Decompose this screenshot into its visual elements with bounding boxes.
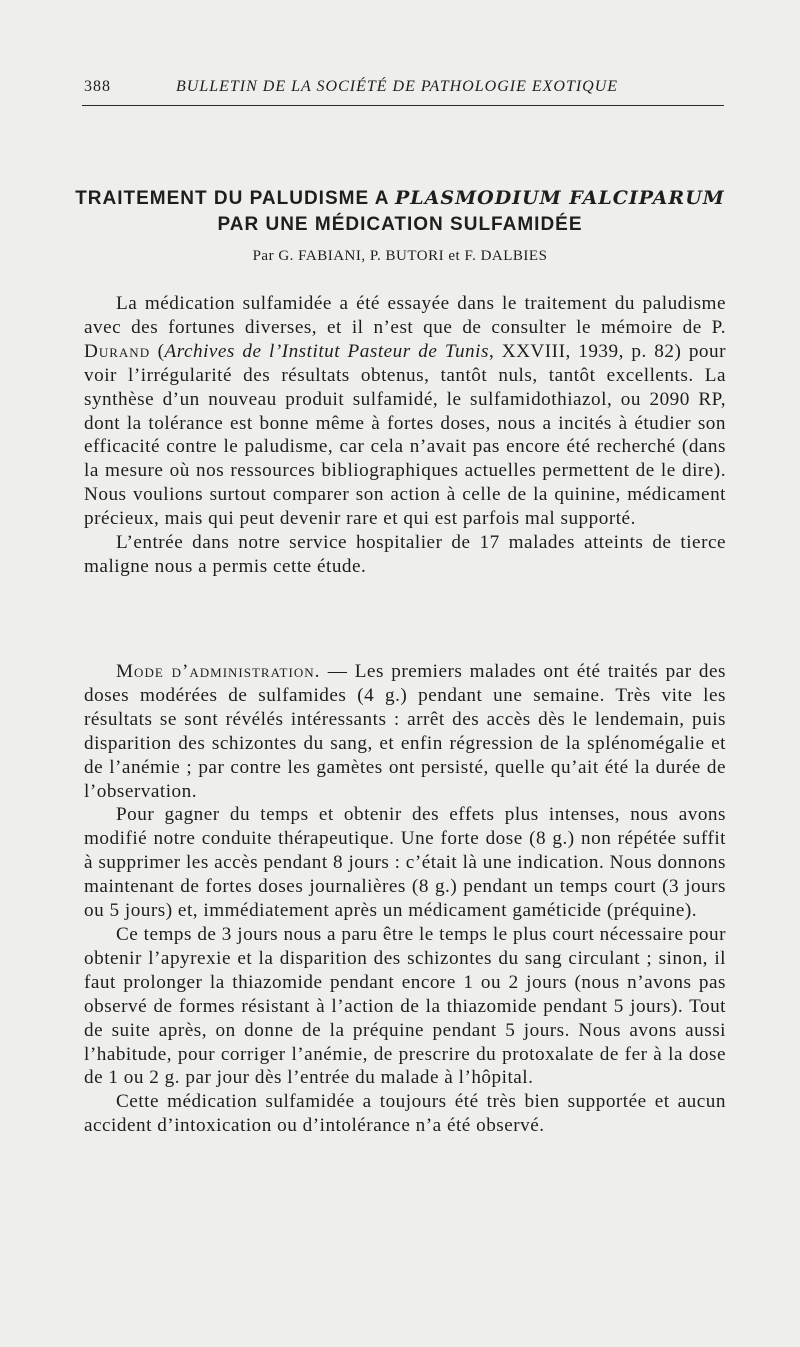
paragraph-1: La médication sulfamidée a été essayée dans le traitement du paludisme avec des fortunes diverses, et il n’est que de consulter le mémoire de P. Durand (Archives de l’Institut Pasteur de Tunis, XXVIII, 1939, p. 82) pour voir l’irrégularité des résultats obtenus, tantôt nuls, tantôt excellents. La synthèse d’un nouveau produit sulfamidé, le sulfamidothiazol, ou 2090 RP, dont la tolérance est bonne même à fortes doses, nous a incités à étudier son efficacité contre le paludisme, car cela n’avait pas encore été recherché (dans la mesure où nos ressources bibliographiques actuelles permettent de le dire). Nous voulions surtout comparer son action à celle de la quinine, médicament précieux, mais qui peut devenir rare et qui est parfois mal supporté.	[84, 293, 727, 530]
intro-section	[84, 292, 726, 579]
title-species: PLASMODIUM FALCIPARUM	[395, 187, 725, 209]
section-heading: Mode d’administration.	[116, 661, 321, 682]
title-line-1	[60, 185, 740, 212]
title-text: TRAITEMENT DU PALUDISME A	[75, 188, 395, 209]
page-number: 388	[84, 78, 111, 95]
paragraph-2: L’entrée dans notre service hospitalier de 17 malades atteints de tierce maligne nous a permis cette étude.	[84, 532, 726, 577]
authors-line: Par G. FABIANI, P. BUTORI et F. DALBIES	[252, 248, 548, 264]
paragraph-5: Ce temps de 3 jours nous a paru être le temps le plus court nécessaire pour obtenir l’apyrexie et la disparition des schizontes du sang circulant ; sinon, il faut prolonger la thiazomide pendant encore 1 ou 2 jours (nous n’avons pas observé de formes résistant à l’action de la thiazomide pendant 5 jours). Tout de suite après, on donne de la préquine pendant 5 jours. Nous avons aussi l’habitude, pour corriger l’anémie, de prescrire du protoxalate de fer à la dose de 1 ou 2 g. par jour dès l’entrée du malade à l’hôpital.	[84, 923, 726, 1089]
paragraph-3: Mode d’administration. — Les premiers malades ont été traités par des doses modérées de sulfamides (4 g.) pendant une semaine. Très vite les résultats se sont révélés intéressants : arrêt des accès dès le lendemain, puis disparition des schizontes du sang, et enfin régression de la splénomégalie et de l’anémie ; par contre les gamètes ont persisté, quelle qu’ait été la durée de l’observation.	[84, 661, 726, 802]
author-reference: Durand	[84, 340, 151, 362]
paragraph-4: Pour gagner du temps et obtenir des effets plus intenses, nous avons modifié notre conduite thérapeutique. Une forte dose (8 g.) non répétée suffit à supprimer les accès pendant 8 jours : c’était là une indication. Nous donnons maintenant de fortes doses journalières (8 g.) pendant un temps court (3 jours ou 5 jours) et, immédiatement après un médicament gaméticide (préquine).	[84, 804, 726, 922]
journal-title: BULLETIN DE LA SOCIÉTÉ DE PATHOLOGIE EXOTIQUE	[176, 78, 619, 95]
title-line-2: PAR UNE MÉDICATION SULFAMIDÉE	[217, 214, 583, 235]
paragraph-6: Cette médication sulfamidée a toujours été très bien supportée et aucun accident d’intoxication ou d’intolérance n’a été observé.	[84, 1091, 726, 1137]
article-title	[60, 185, 740, 238]
header-rule	[82, 105, 724, 106]
method-section	[84, 660, 726, 1138]
citation-journal: Archives de l’Institut Pasteur de Tunis	[164, 340, 489, 362]
